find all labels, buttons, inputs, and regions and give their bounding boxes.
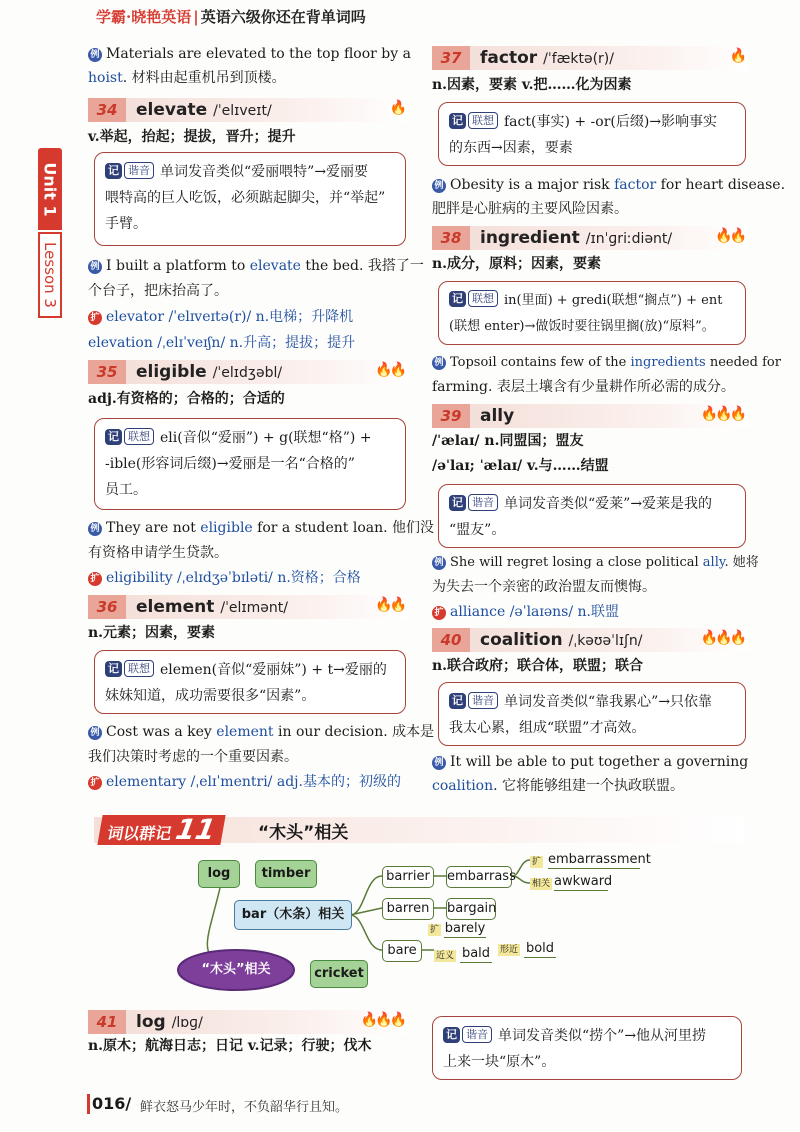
flame-icon: 🔥🔥: [715, 228, 744, 244]
memory-box: 记 谐音 单词发音类似“爱莱”→爱莱是我的 “盟友”。: [438, 484, 746, 548]
example-icon: 例: [88, 726, 102, 740]
extension: 扩 eligibility /ˌelɪdʒəˈbɪləti/ n.资格；合格: [88, 568, 361, 588]
word-header-40: 40 coalition /ˌkəʊəˈlɪʃn/ 🔥🔥🔥: [432, 628, 748, 652]
memory-box: 记 联想 elemen(音似“爱丽妹”) + t→爱丽的 妹妹知道，成功需要很多“因素”。: [94, 650, 406, 714]
example-translation: 肥胖是心脏病的主要风险因素。: [432, 201, 628, 217]
node-awkward: awkward: [554, 874, 613, 889]
extension: 扩 alliance /əˈlaɪəns/ n.联盟: [432, 602, 619, 622]
example-translation: coalition. 它将能够组建一个执政联盟。: [432, 778, 685, 794]
extension: 扩 elevator /ˈelɪveɪtə(r)/ n.电梯；升降机: [88, 307, 353, 327]
example-translation: 有资格申请学生贷款。: [88, 545, 228, 561]
memory-box: 记 联想 fact(事实) + -or(后缀)→影响事实 的东西→因素，要素: [438, 102, 746, 166]
node-bald: bald: [461, 946, 491, 961]
example-sentence: 例 Cost was a key element in our decision. 成本是: [88, 722, 434, 742]
node-bar: bar（木条）相关: [234, 900, 352, 930]
headword: elevate /ˈelɪveɪt/: [136, 100, 272, 120]
flame-icon: 🔥🔥🔥: [700, 406, 744, 422]
example-translation: 个台子，把床抬高了。: [88, 283, 228, 299]
node-cricket: cricket: [310, 960, 368, 988]
extension-icon: 扩: [88, 572, 102, 586]
flame-icon: 🔥🔥🔥: [360, 1012, 404, 1028]
group-title: 词以群记11: [97, 815, 225, 845]
memory-icon: 记: [449, 291, 466, 307]
memory-box: 记 谐音 单词发音类似“靠我累心”→只依靠 我太心累，组成“联盟”才高效。: [438, 682, 746, 746]
extension: elevation /ˌelɪˈveɪʃn/ n.升高；提拔；提升: [88, 335, 356, 351]
shape-tag: 形近: [500, 945, 519, 955]
word-header-41: 41 log /lɒɡ/ 🔥🔥🔥: [88, 1010, 408, 1034]
word-header-36: 36 element /ˈelɪmənt/ 🔥🔥: [88, 595, 408, 619]
brand-name: 学霸·晓艳英语: [96, 8, 192, 26]
flame-icon: 🔥🔥🔥: [700, 630, 744, 646]
node-bold: bold: [525, 941, 555, 956]
memory-icon: 记: [105, 163, 122, 179]
node-wood: “木头”相关: [201, 962, 271, 977]
example-icon: 例: [88, 522, 102, 536]
footer-motto: 鲜衣怒马少年时，不负韶华行且知。: [140, 1100, 349, 1115]
near-tag: 近义: [436, 951, 455, 961]
definition: n.因素，要素 v.把……化为因素: [432, 77, 632, 93]
memory-box: 记 谐音 单词发音类似“爱丽喂特”→爱丽要 喂特高的巨人吃饭，必须踮起脚尖，并“举起” 手臂。: [94, 152, 406, 246]
example-sentence: 例 I built a platform to elevate the bed. 我搭了一: [88, 256, 424, 276]
rel-tag: 相关: [532, 879, 551, 889]
definition: n.原木；航海日志；日记 v.记录；行驶；伐木: [88, 1038, 372, 1054]
word-header-39: 39 ally 🔥🔥🔥: [432, 404, 748, 428]
node-embarrassment: embarrassment: [548, 852, 651, 867]
memory-icon: 记: [449, 495, 466, 511]
example-sentence: 例 She will regret losing a close political ally. 她将: [432, 553, 759, 573]
node-bargain: bargain: [446, 898, 496, 920]
memory-box: 记 谐音 单词发音类似“捞个”→他从河里捞 上来一块“原木”。: [432, 1016, 742, 1080]
example-icon: 例: [88, 260, 102, 274]
memory-box: 记 联想 eli(音似“爱丽”) + g(联想“格”) + -ible(形容词后缀)→爱丽是一名“合格的” 员工。: [94, 418, 406, 510]
extension-icon: 扩: [432, 606, 446, 620]
group-subtitle: “木头”相关: [258, 823, 349, 843]
example-translation: 为失去一个亲密的政治盟友而懊悔。: [432, 579, 656, 595]
node-log: log: [198, 860, 240, 888]
example-sentence: 例 Materials are elevated to the top floor by a: [88, 44, 411, 64]
definition: n.元素；因素，要素: [88, 625, 216, 641]
definition: n.联合政府；联合体，联盟；联合: [432, 658, 644, 674]
memory-icon: 记: [449, 693, 466, 709]
example-sentence: 例 It will be able to put together a governing: [432, 752, 748, 772]
node-barrier: barrier: [382, 866, 434, 888]
page-number: 016/: [92, 1094, 132, 1113]
flame-icon: 🔥: [729, 48, 744, 64]
definition: /ˈælaɪ/ n.同盟国；盟友: [432, 433, 584, 449]
word-number: 34: [88, 98, 126, 122]
definition: /əˈlaɪ; ˈælaɪ/ v.与……结盟: [432, 458, 609, 474]
example-icon: 例: [88, 48, 102, 62]
memory-icon: 记: [105, 661, 122, 677]
footer-accent: [87, 1094, 90, 1114]
memory-icon: 记: [105, 429, 122, 445]
extension-icon: 扩: [88, 311, 102, 325]
definition: n.成分，原料；因素，要素: [432, 256, 602, 272]
word-header-35: 35 eligible /ˈelɪdʒəbl/ 🔥🔥: [88, 360, 408, 384]
node-embarrass: embarrass: [446, 866, 512, 888]
extension: 扩 elementary /ˌelɪˈmentri/ adj.基本的；初级的: [88, 772, 401, 792]
phonetic: /ˈelɪveɪt/: [213, 103, 272, 119]
header-separator: |: [193, 8, 199, 26]
example-sentence: 例 Topsoil contains few of the ingredients needed for: [432, 353, 781, 373]
example-icon: 例: [432, 179, 446, 193]
book-subtitle: 英语六级你还在背单词吗: [200, 8, 366, 26]
example-translation: 我们决策时考虑的一个重要因素。: [88, 749, 298, 765]
memory-type: 谐音: [124, 162, 154, 179]
memory-icon: 记: [449, 113, 466, 129]
node-timber: timber: [255, 860, 317, 888]
word-header-38: 38 ingredient /ɪnˈɡriːdiənt/ 🔥🔥: [432, 226, 748, 250]
example-sentence-cont: hoist. 材料由起重机吊到顶楼。: [88, 70, 286, 86]
example-translation: farming. 表层土壤含有少量耕作所必需的成分。: [432, 379, 735, 395]
node-barren: barren: [382, 898, 434, 920]
extension-icon: 扩: [88, 776, 102, 790]
flame-icon: 🔥🔥: [375, 362, 404, 378]
example-icon: 例: [432, 756, 446, 770]
unit-label: Unit 1: [38, 148, 62, 230]
memory-icon: 记: [443, 1027, 460, 1043]
example-sentence: 例 Obesity is a major risk factor for heart disease.: [432, 175, 785, 195]
memory-box: 记 联想 in(里面) + gredi(联想“搁点”) + ent (联想 enter)→做饭时要往锅里搁(放)“原料”。: [438, 281, 746, 345]
flame-icon: 🔥: [389, 100, 404, 116]
word-header-37: 37 factor /ˈfæktə(r)/ 🔥: [432, 46, 748, 70]
ext-tag: 扩: [430, 925, 440, 935]
example-icon: 例: [432, 556, 446, 570]
lesson-label: Lesson 3: [38, 232, 62, 318]
ext-tag: 扩: [532, 857, 542, 867]
flame-icon: 🔥🔥: [375, 597, 404, 613]
definition: adj.有资格的；合格的；合适的: [88, 391, 285, 407]
example-sentence: 例 They are not eligible for a student loan. 他们没: [88, 518, 434, 538]
node-barely: barely: [444, 921, 486, 936]
definition: v.举起，抬起；提拔，晋升；提升: [88, 129, 296, 145]
example-icon: 例: [432, 356, 446, 370]
node-bare: bare: [382, 940, 422, 962]
